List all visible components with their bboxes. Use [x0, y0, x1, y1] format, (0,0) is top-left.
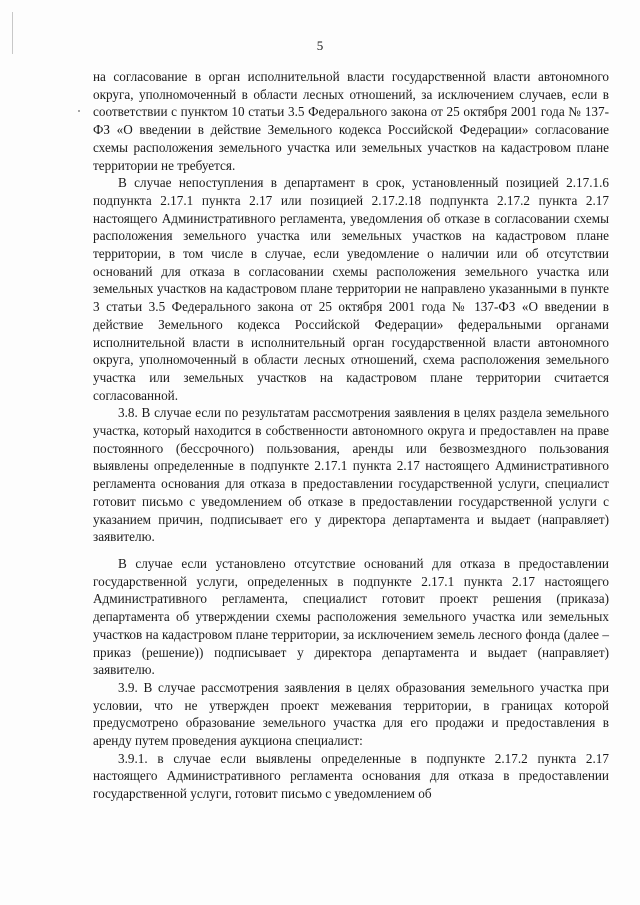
paragraph-continuation: на согласование в орган исполнительной власти государственной власти автономного округа, уполномоченный в области лесных отношений, за исключением случаев, если в соответствии с пунктом 10 статьи 3.5 Федерального закона от 25 октября 2001 года № 137-ФЗ «О введении в действие Земельного кодекса Российской Федерации» согласование схемы расположения земельного участка или земельных участков на кадастровом плане территории не требуется. — [93, 69, 609, 173]
document-body — [93, 68, 609, 803]
paragraph-3-9: 3.9. В случае рассмотрения заявления в целях образования земельного участка при условии, что не утвержден проект межевания территории, в границах которой предусмотрено образование земельного участка для его продажи и предоставления в аренду путем проведения аукциона специалист: — [93, 679, 609, 749]
paragraph-3-9-1: 3.9.1. в случае если выявлены определенные в подпункте 2.17.2 пункта 2.17 настоящего Административного регламента основания для отказа в предоставлении государственной услуги, готовит письмо с уведомлением об — [93, 750, 609, 802]
page-number: 5 — [316, 38, 324, 53]
paragraph-non-receipt: В случае непоступления в департамент в срок, установленный позицией 2.17.1.6 подпункта 2.17.1 пункта 2.17 или позицией 2.17.2.18 подпункта 2.17.2 пункта 2.17 настоящего Административного регламента, уведомления об отказе в согласовании схемы расположения земельного участка или земельных участков на кадастровом плане территории, в том числе в случае, если уведомление о наличии или об отсутствии оснований для отказа в согласовании схемы расположения земельного участка или земельных участков на кадастровом плане территории не направлено указанными в пункте 3 статьи 3.5 Федерального закона от 25 октября 2001 года № 137-ФЗ «О введении в действие Земельного кодекса Российской Федерации» федеральными органами исполнительной власти в исполнительный орган государственной власти автономного округа, уполномоченный в области лесных отношений, схема расположения земельного участка или земельных участков на кадастровом плане территории считается согласованной. — [93, 175, 609, 403]
paragraph-no-grounds: В случае если установлено отсутствие оснований для отказа в предоставлении государственной услуги, определенных в подпункте 2.17.1 пункта 2.17 настоящего Административного регламента, специалист готовит проект решения (приказа) департамента об утверждении схемы расположения земельного участка или земельных участков на кадастровом плане территории, за исключением земель лесного фонда (далее – приказ (решение)) подписывает у директора департамента и выдает (направляет) заявителю. — [93, 555, 609, 678]
paragraph-3-8: 3.8. В случае если по результатам рассмотрения заявления в целях раздела земельного участка, который находится в собственности автономного округа и предоставлен на праве постоянного (бессрочного) пользования, аренды или безвозмездного пользования выявлены определенные в подпункте 2.17.1 пункта 2.17 настоящего Административного регламента основания для отказа в предоставлении государственной услуги, специалист готовит письмо с уведомлением об отказе в предоставлении государственной услуги с указанием причин, подписывает его у директора департамента и выдает (направляет) заявителю. — [93, 405, 609, 545]
scan-speck — [78, 110, 80, 112]
